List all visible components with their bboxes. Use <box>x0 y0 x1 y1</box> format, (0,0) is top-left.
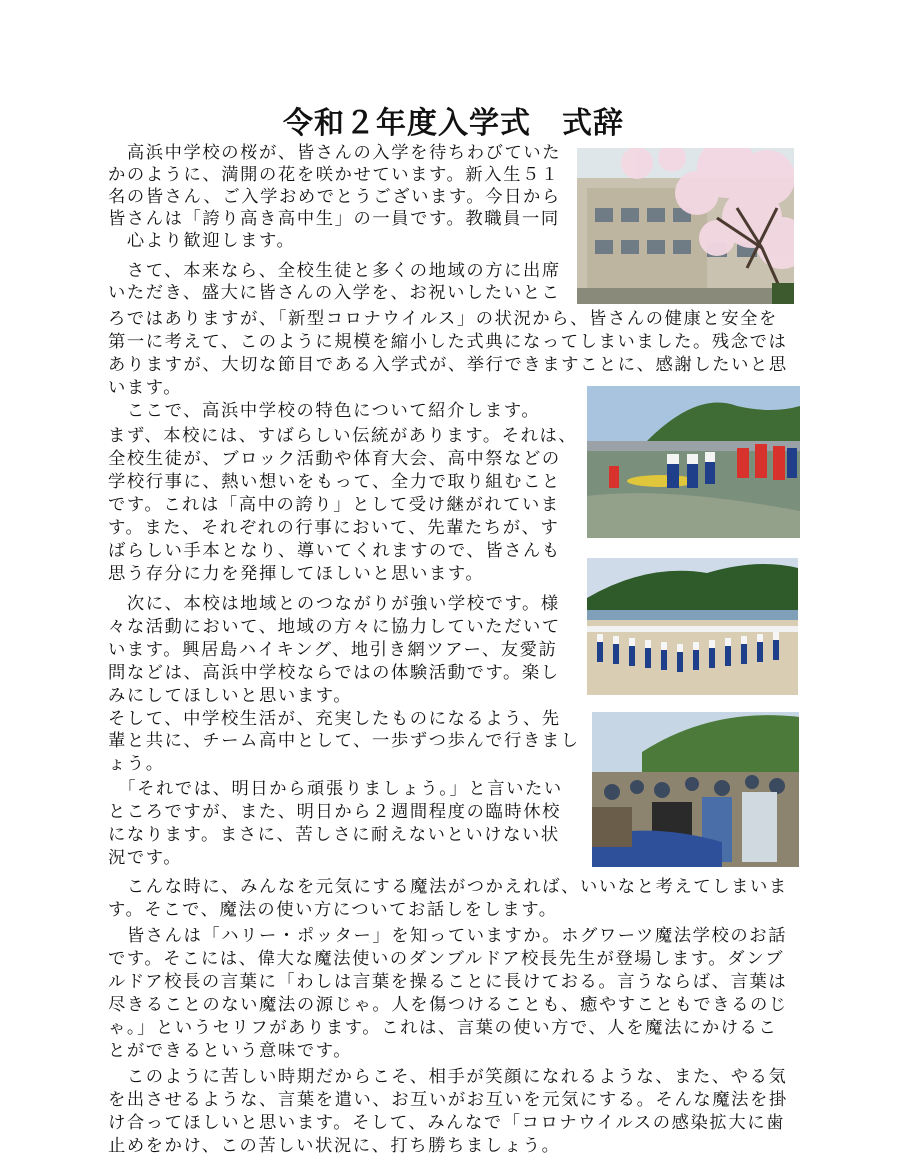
text-line: さて、本来なら、全校生徒と多くの地域の方に出席 <box>108 261 561 281</box>
text-line: 学校行事に、熱い想いをもって、全力で取り組むこと <box>108 472 561 492</box>
text-line: こんな時に、みんなを元気にする魔法がつかえれば、いいなと考えてしまいま <box>108 877 788 897</box>
text-line: 「それでは、明日から頑張りましょう。」と言いたい <box>108 779 563 799</box>
text-line: 名の皆さん、ご入学おめでとうございます。今日から <box>108 187 561 207</box>
community-activity-photo <box>592 712 799 867</box>
text-line: す。そこで、魔法の使い方についてお話しをします。 <box>108 900 558 920</box>
text-line: とができるという意味です。 <box>108 1041 353 1061</box>
text-line: 第一に考えて、このように規模を縮小した式典になってしまいました。残念では <box>108 332 788 352</box>
text-line: 全校生徒が、ブロック活動や体育大会、高中祭などの <box>108 449 561 469</box>
text-line: です。これは「高中の誇り」として受け継がれていま <box>108 495 560 515</box>
text-line: す。また、それぞれの行事において、先輩たちが、す <box>108 518 560 538</box>
text-line: 思う存分に力を発揮してほしいと思います。 <box>108 564 485 584</box>
text-line: 心より歓迎します。 <box>108 231 296 251</box>
text-line: になります。まさに、苦しさに耐えないといけない状 <box>108 825 560 845</box>
text-line: います。 <box>108 378 183 398</box>
text-line: ょう。 <box>108 754 165 774</box>
text-line: そして、中学校生活が、充実したものになるよう、先 <box>108 709 561 729</box>
text-line: 高浜中学校の桜が、皆さんの入学を待ちわびていた <box>108 143 562 163</box>
text-line: います。興居島ハイキング、地引き網ツアー、友愛訪 <box>108 640 558 660</box>
text-line: 皆さんは「ハリー・ポッター」を知っていますか。ホグワーツ魔法学校のお話 <box>108 926 788 946</box>
text-line: ばらしい手本となり、導いてくれますので、皆さんも <box>108 541 561 561</box>
text-line: 況です。 <box>108 848 183 868</box>
text-line: ゃ。」というセリフがあります。これは、言葉の使い方で、人を魔法にかけるこ <box>108 1018 778 1038</box>
text-line: まず、本校には、すばらしい伝統があります。それは、 <box>108 426 578 446</box>
text-line: かのように、満開の花を咲かせています。新入生５１ <box>108 165 560 185</box>
text-line: みにしてほしいと思います。 <box>108 686 353 706</box>
text-line: 輩と共に、チーム高中として、一歩ずつ歩んで行きまし <box>108 731 580 751</box>
text-line: ここで、高浜中学校の特色について紹介します。 <box>108 401 541 421</box>
beach-activity-photo <box>587 386 800 538</box>
text-line: ありますが、大切な節目である入学式が、挙行できますことに、感謝したいと思 <box>108 355 788 375</box>
text-line: ところですが、また、明日から２週間程度の臨時休校 <box>108 802 561 822</box>
sports-festival-photo <box>587 558 798 695</box>
text-line: 尽きることのない魔法の源じゃ。人を傷つけることも、癒やすこともできるのじ <box>108 995 788 1015</box>
text-line: です。そこには、偉大な魔法使いのダンブルドア校長先生が登場します。ダンブ <box>108 949 785 969</box>
text-line: ルドア校長の言葉に「わしは言葉を操ることに長けておる。言うならば、言葉は <box>108 972 788 992</box>
text-line: 々な活動において、地域の方々に協力していただいて <box>108 617 561 637</box>
text-line: いただき、盛大に皆さんの入学を、お祝いしたいとこ <box>108 283 561 303</box>
text-line: 次に、本校は地域とのつながりが強い学校です。様 <box>108 594 560 614</box>
text-line: 問などは、高浜中学校ならではの体験活動です。楽し <box>108 663 560 683</box>
text-line: 止めをかけ、この苦しい状況に、打ち勝ちましょう。 <box>108 1136 561 1156</box>
document-title: 令和２年度入学式 式辞 <box>283 106 624 141</box>
cherry-blossom-school-photo <box>577 148 794 304</box>
text-line: け合ってほしいと思います。そして、みんなで「コロナウイルスの感染拡大に歯 <box>108 1113 785 1133</box>
text-line: このように苦しい時期だからこそ、相手が笑顔になれるような、また、やる気 <box>108 1067 788 1087</box>
text-line: ろではありますが、「新型コロナウイルス」の状況から、皆さんの健康と安全を <box>108 309 778 329</box>
text-line: 皆さんは「誇り高き高中生」の一員です。教職員一同 <box>108 209 560 229</box>
text-line: を出させるような、言葉を遣い、お互いがお互いを元気にする。そんな魔法を掛 <box>108 1090 788 1110</box>
